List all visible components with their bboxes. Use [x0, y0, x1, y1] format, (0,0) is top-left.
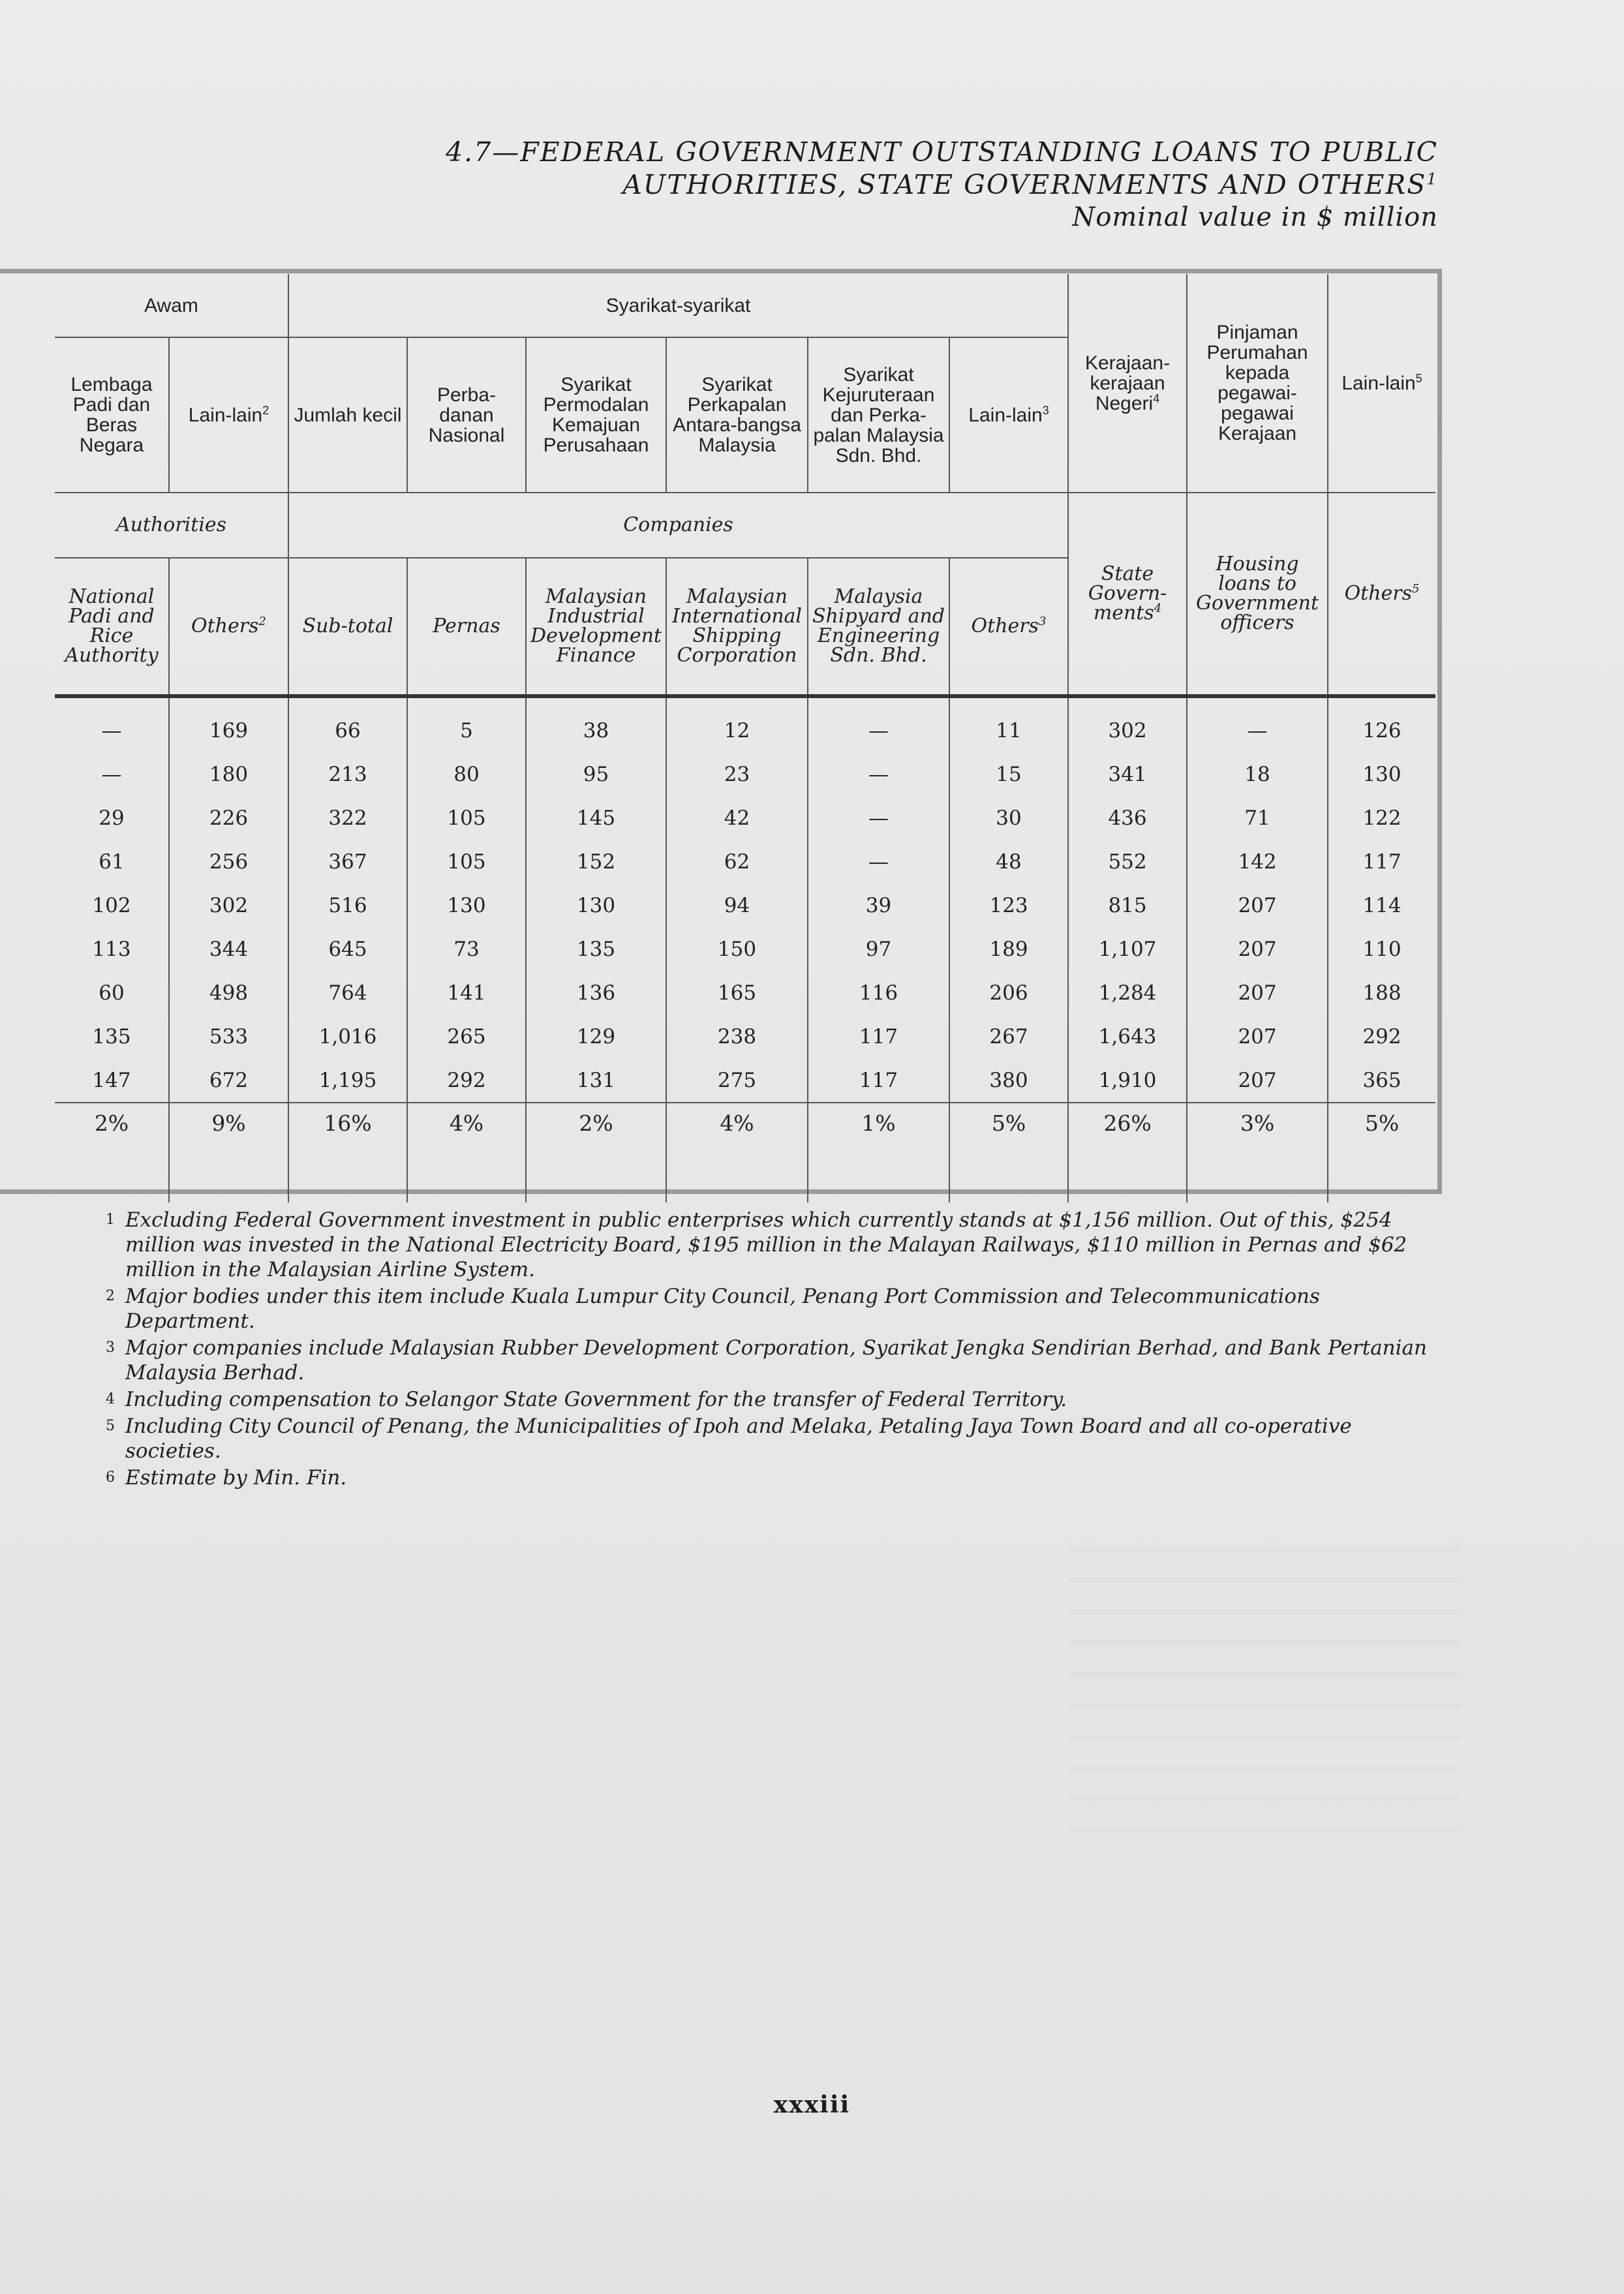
table-body	[55, 698, 1435, 1202]
percent-cell: 4%	[407, 1103, 526, 1142]
table-cell: 265	[407, 1015, 526, 1058]
header-pinjaman: Pinjaman Perumahan kepada pegawai-pegawai Kerajaan	[1187, 274, 1328, 493]
percent-cell: 1%	[808, 1103, 949, 1142]
bleed-through-shadow	[1070, 1520, 1462, 1846]
table-cell: 207	[1187, 927, 1328, 971]
table-cell: 30	[949, 796, 1068, 840]
table-cell: 66	[288, 698, 407, 752]
table-cell: 302	[1068, 698, 1187, 752]
table-cell: 344	[169, 927, 288, 971]
header-lainlain-2: Lain-lain$^2$	[169, 337, 288, 493]
table-cell: 516	[288, 883, 407, 927]
table-cell: 147	[92, 1068, 131, 1092]
empty-cell	[526, 1142, 666, 1202]
empty-cell	[288, 1142, 407, 1202]
table-cell: 145	[526, 796, 666, 840]
empty-cell	[407, 1142, 526, 1202]
empty-cell	[1068, 1142, 1187, 1202]
table-cell: 764	[288, 971, 407, 1015]
table-cell: 341	[1068, 752, 1187, 796]
table-cell: 123	[949, 883, 1068, 927]
header-others-3: Others$^3$	[949, 558, 1068, 696]
table-cell: 126	[1328, 698, 1435, 752]
table-cell: 141	[407, 971, 526, 1015]
header-syarikat: Syarikat-syarikat	[288, 274, 1068, 337]
table-cell: 275	[666, 1058, 808, 1103]
table-cell: 367	[288, 840, 407, 883]
empty-cell	[808, 1142, 949, 1202]
table-cell: 5	[407, 698, 526, 752]
table-cell: 1,910	[1068, 1058, 1187, 1103]
table-cell: 130	[1328, 752, 1435, 796]
table-cell: 238	[666, 1015, 808, 1058]
table-cell: 71	[1187, 796, 1328, 840]
table-row	[55, 971, 1435, 1015]
table-cell: 207	[1187, 971, 1328, 1015]
table-cell: 292	[407, 1058, 526, 1103]
empty-cell	[1187, 1142, 1328, 1202]
table-cell: 130	[407, 883, 526, 927]
table-cell: 130	[526, 883, 666, 927]
header-housing: Housing loans to Government officers	[1187, 493, 1328, 696]
header-others-2: Others$^2$	[169, 558, 288, 696]
table-cell: 122	[1328, 796, 1435, 840]
table-cell: 1,195	[288, 1058, 407, 1103]
table-cell: 102	[92, 893, 131, 917]
table-row	[55, 698, 1435, 752]
table-cell: 62	[666, 840, 808, 883]
loans-table	[55, 274, 1435, 1202]
empty-cell	[949, 1142, 1068, 1202]
title-line-1: 4.7—FEDERAL GOVERNMENT OUTSTANDING LOANS TO PUBLIC	[446, 136, 1438, 168]
table-cell: 39	[808, 883, 949, 927]
table-cell: 136	[526, 971, 666, 1015]
footnote: 6 Estimate by Min. Fin.	[106, 1466, 347, 1490]
table-row	[55, 1015, 1435, 1058]
header-awam: Awam	[55, 274, 288, 337]
table-cell: 302	[169, 883, 288, 927]
table-cell: 131	[526, 1058, 666, 1103]
table-cell: 18	[1187, 752, 1328, 796]
table-cell: 48	[949, 840, 1068, 883]
page-number: xxxiii	[773, 2091, 851, 2118]
table-title	[446, 136, 1438, 234]
table-cell: 322	[288, 796, 407, 840]
percent-row	[55, 1103, 1435, 1142]
percent-cell: 16%	[288, 1103, 407, 1142]
table-row	[55, 796, 1435, 840]
table-cell: —	[1187, 698, 1328, 752]
header-spam: Syarikat Perkapalan Antara-bangsa Malaysia	[666, 337, 808, 493]
table-row	[55, 752, 1435, 796]
header-lembaga: Lembaga Padi dan Beras Negara	[70, 374, 153, 456]
percent-cell: 5%	[1328, 1103, 1435, 1142]
table-cell: 267	[949, 1015, 1068, 1058]
table-cell: 207	[1187, 883, 1328, 927]
table-cell: 23	[666, 752, 808, 796]
empty-cell	[666, 1142, 808, 1202]
table-tail	[55, 1142, 1435, 1202]
table-cell: 116	[808, 971, 949, 1015]
table-cell: 61	[99, 849, 125, 874]
table-cell: 105	[407, 840, 526, 883]
table-cell: 129	[526, 1015, 666, 1058]
header-perbadanan: Perba-danan Nasional	[407, 337, 526, 493]
table-cell: 117	[808, 1015, 949, 1058]
table-row	[55, 1058, 1435, 1103]
table-cell: 292	[1328, 1015, 1435, 1058]
table-row	[55, 927, 1435, 971]
header-kerajaan: Kerajaan-kerajaan Negeri$^4$	[1068, 274, 1187, 493]
table-cell: 80	[407, 752, 526, 796]
header-msec: Malaysia Shipyard and Engineering Sdn. Bhd.	[808, 558, 949, 696]
percent-cell: 5%	[949, 1103, 1068, 1142]
table-cell: 189	[949, 927, 1068, 971]
percent-cell: 2%	[55, 1103, 169, 1142]
table-cell: 533	[169, 1015, 288, 1058]
table-cell: 95	[526, 752, 666, 796]
percent-cell: 3%	[1187, 1103, 1328, 1142]
footnote: 5 Including City Council of Penang, the Municipalities of Ipoh and Melaka, Petaling Jaya Town Board and all co-operative societies.	[106, 1415, 1352, 1463]
header-lainlain-3: Lain-lain$^3$	[949, 337, 1068, 493]
footnote: 2 Major bodies under this item include Kuala Lumpur City Council, Penang Port Commission and Telecommunications Department.	[106, 1285, 1320, 1333]
table-cell: 1,016	[288, 1015, 407, 1058]
table-cell: —	[808, 698, 949, 752]
table-cell: 1,643	[1068, 1015, 1187, 1058]
empty-cell	[55, 1142, 169, 1202]
table-cell: 12	[666, 698, 808, 752]
percent-cell: 4%	[666, 1103, 808, 1142]
table-cell: —	[808, 752, 949, 796]
table-cell: —	[101, 718, 122, 742]
header-midf: Malaysian Industrial Development Finance	[526, 558, 666, 696]
table-cell: 169	[169, 698, 288, 752]
table-cell: 672	[169, 1058, 288, 1103]
header-authorities: Authorities	[55, 493, 288, 558]
header-npra: National Padi and Rice Authority	[65, 585, 159, 667]
table-cell: —	[808, 796, 949, 840]
table-cell: 117	[1328, 840, 1435, 883]
table-cell: 207	[1187, 1015, 1328, 1058]
title-line-2: AUTHORITIES, STATE GOVERNMENTS AND OTHERS$^1$	[622, 169, 1438, 200]
table-cell: 113	[92, 937, 131, 961]
table-cell: 815	[1068, 883, 1187, 927]
table-cell: 117	[808, 1058, 949, 1103]
table-cell: 256	[169, 840, 288, 883]
table-cell: 135	[92, 1024, 131, 1048]
table-cell: 150	[666, 927, 808, 971]
percent-cell: 26%	[1068, 1103, 1187, 1142]
table-cell: 226	[169, 796, 288, 840]
table-cell: 73	[407, 927, 526, 971]
table-cell: 42	[666, 796, 808, 840]
title-units: Nominal value in $ million	[1072, 202, 1438, 232]
table-cell: 135	[526, 927, 666, 971]
header-jumlah: Jumlah kecil	[288, 337, 407, 493]
empty-cell	[169, 1142, 288, 1202]
table-cell: 94	[666, 883, 808, 927]
table-cell: 97	[808, 927, 949, 971]
table-cell: 165	[666, 971, 808, 1015]
table-cell: 207	[1187, 1058, 1328, 1103]
table-cell: 60	[99, 981, 125, 1005]
header-lainlain-5: Lain-lain$^5$	[1328, 274, 1435, 493]
footnote: 4 Including compensation to Selangor State Government for the transfer of Federal Territory.	[106, 1388, 1067, 1411]
table-cell: 142	[1187, 840, 1328, 883]
table-cell: 1,107	[1068, 927, 1187, 971]
table-cell: 1,284	[1068, 971, 1187, 1015]
header-misc: Malaysian International Shipping Corporation	[666, 558, 808, 696]
table-cell: 365	[1328, 1058, 1435, 1103]
table-cell: 436	[1068, 796, 1187, 840]
table-cell: 380	[949, 1058, 1068, 1103]
table-cell: 152	[526, 840, 666, 883]
table-row	[55, 883, 1435, 927]
header-pernas: Pernas	[407, 558, 526, 696]
table-cell: 110	[1328, 927, 1435, 971]
header-state: State Govern-ments$^4$	[1068, 493, 1187, 696]
table-cell: 105	[407, 796, 526, 840]
table-cell: 11	[949, 698, 1068, 752]
header-others-5: Others$^5$	[1328, 493, 1435, 696]
header-skdp: Syarikat Kejuruteraan dan Perka-palan Malaysia Sdn. Bhd.	[808, 337, 949, 493]
footnotes	[106, 1208, 1430, 1492]
header-spkp: Syarikat Permodalan Kemajuan Perusahaan	[526, 337, 666, 493]
table-cell: 29	[99, 806, 125, 830]
header-subtotal: Sub-total	[288, 558, 407, 696]
table-row	[55, 840, 1435, 883]
percent-cell: 2%	[526, 1103, 666, 1142]
header-companies: Companies	[288, 493, 1068, 558]
table-cell: 38	[526, 698, 666, 752]
percent-cell: 9%	[169, 1103, 288, 1142]
table-cell: 552	[1068, 840, 1187, 883]
table-cell: 645	[288, 927, 407, 971]
empty-cell	[1328, 1142, 1435, 1202]
table-cell: 15	[949, 752, 1068, 796]
footnote: 1 Excluding Federal Government investment in public enterprises which currently stands at $1,156 million. Out of this, $254 million was invested in the National Electricity Board, $195 million in the Malayan Railways, $110 million in Pernas and $62 million in the Malaysian Airline System.	[106, 1208, 1407, 1281]
table-cell: 180	[169, 752, 288, 796]
table-cell: —	[101, 762, 122, 786]
footnote: 3 Major companies include Malaysian Rubber Development Corporation, Syarikat Jengka Sendirian Berhad, and Bank Pertanian Malaysia Berhad.	[106, 1336, 1428, 1384]
table-cell: 213	[288, 752, 407, 796]
table-cell: —	[808, 840, 949, 883]
table-cell: 206	[949, 971, 1068, 1015]
table-cell: 114	[1328, 883, 1435, 927]
table-cell: 188	[1328, 971, 1435, 1015]
table-cell: 498	[169, 971, 288, 1015]
